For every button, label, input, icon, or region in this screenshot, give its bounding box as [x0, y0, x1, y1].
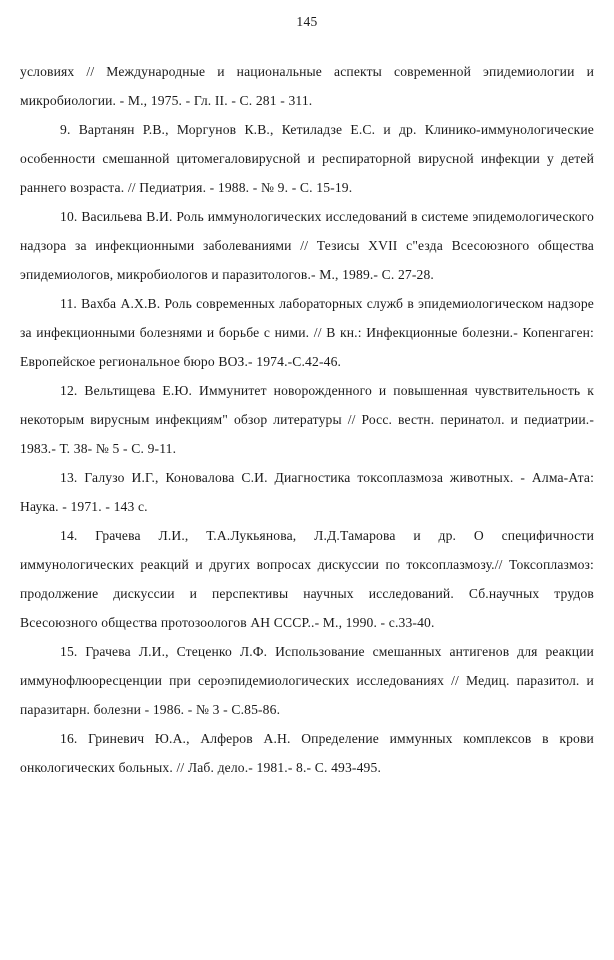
- reference-list: [20, 57, 594, 782]
- reference-item: 10. Васильева В.И. Роль иммунологических исследований в системе эпидемологического надзора за инфекционными заболеваниями // Тезисы XVII с"езда Всесоюзного общества эпидемиологов, микробиологов и паразитологов.- М., 1989.- С. 27-28.: [20, 209, 594, 282]
- page-number: 145: [296, 14, 318, 29]
- reference-item: 9. Вартанян Р.В., Моргунов К.В., Кетиладзе Е.С. и др. Клинико-иммунологические особенности смешанной цитомегаловирусной и респираторной вирусной инфекции у детей раннего возраста. // Педиатрия. - 1988. - № 9. - С. 15-19.: [20, 122, 594, 195]
- reference-item: 15. Грачева Л.И., Стеценко Л.Ф. Использование смешанных антигенов для реакции иммунофлюоресценции при сероэпидемиологических исследованиях // Медиц. паразитол. и паразитарн. болезни - 1986. - № 3 - С.85-86.: [20, 644, 594, 717]
- reference-item: 14. Грачева Л.И., Т.А.Лукьянова, Л.Д.Тамарова и др. О специфичности иммунологических реакций и других вопросах дискуссии по токсоплазмозу.// Токсоплазмоз: продолжение дискуссии и перспективы научных исследований. Сб.научных трудов Всесоюзного общества протозоологов АН СССР..- М., 1990. - с.33-40.: [20, 528, 594, 630]
- reference-item: условиях // Международные и национальные аспекты современной эпидемиологии и микробиологии. - М., 1975. - Гл. II. - С. 281 - 311.: [20, 64, 594, 108]
- reference-item: 13. Галузо И.Г., Коновалова С.И. Диагностика токсоплазмоза животных. - Алма-Ата: Наука. - 1971. - 143 с.: [20, 470, 594, 514]
- reference-item: 16. Гриневич Ю.А., Алферов А.Н. Определение иммунных комплексов в крови онкологических больных. // Лаб. дело.- 1981.- 8.- С. 493-495.: [20, 731, 594, 775]
- reference-item: 12. Вельтищева Е.Ю. Иммунитет новорожденного и повышенная чувствительность к некоторым вирусным инфекциям" обзор литературы // Росс. вестн. перинатол. и педиатрии.- 1983.- Т. 38- № 5 - С. 9-11.: [20, 383, 594, 456]
- reference-item: 11. Вахба А.Х.В. Роль современных лабораторных служб в эпидемиологическом надзоре за инфекционными болезнями и борьбе с ними. // В кн.: Инфекционные болезни.- Копенгаген: Европейское региональное бюро ВОЗ.- 1974.-С.42-46.: [20, 296, 594, 369]
